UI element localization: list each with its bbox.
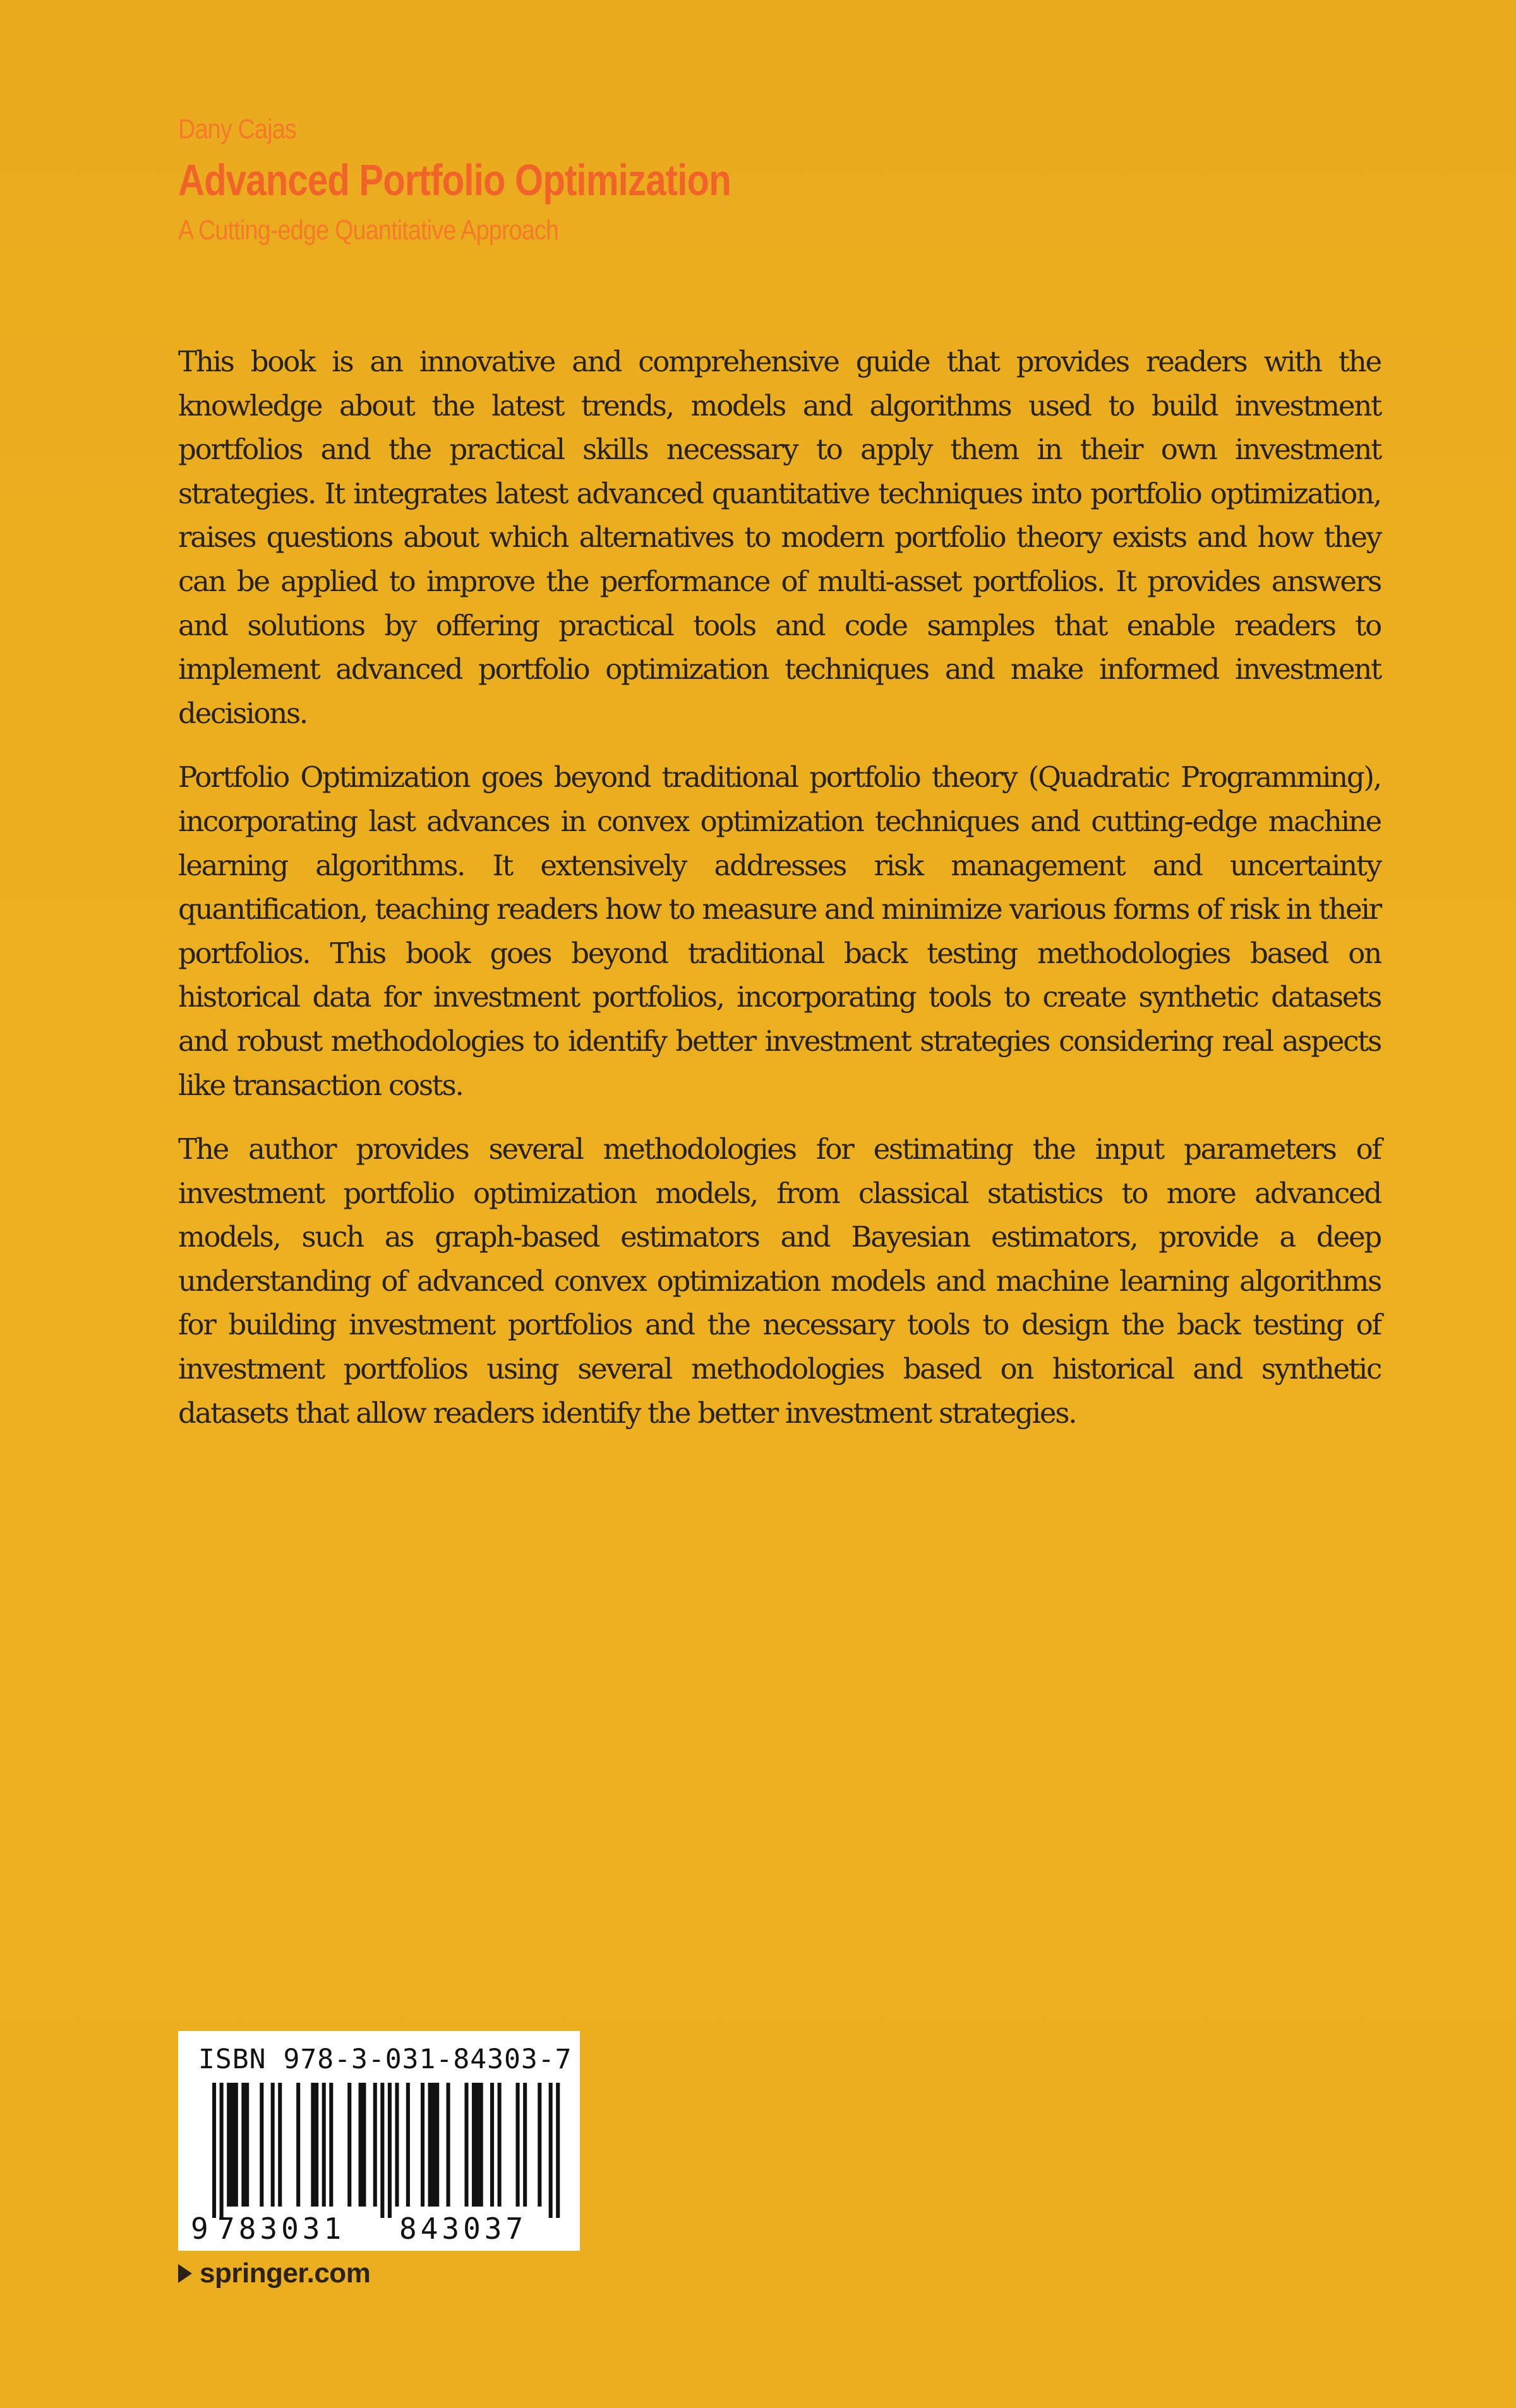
barcode-bar: [464, 2083, 468, 2207]
barcode-digit-first: 9: [191, 2212, 208, 2246]
barcode-bar: [490, 2083, 494, 2207]
isbn-barcode-panel: [178, 2031, 580, 2251]
book-description: [178, 340, 1381, 1455]
barcode-guard-bar: [556, 2083, 560, 2218]
barcode-bar: [329, 2083, 333, 2207]
barcode-bar: [479, 2083, 483, 2207]
barcode-guard-bar: [380, 2083, 384, 2218]
barcode-bar: [362, 2083, 366, 2207]
barcode-bar: [234, 2083, 238, 2207]
barcode-bar: [278, 2083, 282, 2207]
publisher-link[interactable]: [178, 2258, 370, 2289]
book-title: Advanced Portfolio Optimization: [178, 155, 731, 205]
barcode-bar: [231, 2083, 234, 2207]
barcode-bar: [296, 2083, 300, 2207]
barcode-guard-bar: [220, 2083, 224, 2218]
barcode-bar: [472, 2083, 476, 2207]
barcode-bar: [227, 2083, 231, 2207]
description-paragraph-3: The author provides several methodologies for estimating the input parameters of investment portfolio optimization models, from classical statistics to more advanced models, such as graph-based estimators and Bayesian estimators, provide a deep understanding of advanced convex optimization models and machine learning algorithms for building investment portfolios and the necessary tools to design the back testing of investment portfolios using several methodologies based on historical and synthetic datasets that allow readers identify the better investment strategies.: [178, 1132, 1381, 1430]
barcode-bar: [538, 2083, 541, 2207]
barcode-guard-bar: [388, 2083, 392, 2218]
barcode-bar: [435, 2083, 439, 2207]
barcode-digit-group-left: 783031: [217, 2212, 346, 2246]
barcode-image: [197, 2083, 563, 2218]
barcode-bar: [347, 2083, 351, 2207]
book-subtitle: A Cutting-edge Quantitative Approach: [178, 215, 559, 246]
barcode-bar: [406, 2083, 410, 2207]
barcode-bar: [447, 2083, 450, 2207]
barcode-bar: [315, 2083, 318, 2207]
barcode-bar: [476, 2083, 479, 2207]
barcode-guard-bar: [549, 2083, 553, 2218]
barcode-bar: [516, 2083, 520, 2207]
publisher-url[interactable]: springer.com: [200, 2258, 371, 2289]
barcode-bar: [271, 2083, 275, 2207]
isbn-label: ISBN 978-3-031-84303-7: [198, 2044, 572, 2075]
barcode-bar: [245, 2083, 249, 2207]
barcode-bar: [373, 2083, 377, 2207]
barcode-bar: [421, 2083, 424, 2207]
barcode-bar: [431, 2083, 435, 2207]
barcode-bar: [260, 2083, 263, 2207]
barcode-guard-bar: [212, 2083, 216, 2218]
barcode-bar: [241, 2083, 245, 2207]
barcode-bar: [311, 2083, 315, 2207]
barcode-bar: [523, 2083, 527, 2207]
barcode-bar: [359, 2083, 363, 2207]
barcode-bar: [322, 2083, 326, 2207]
description-paragraph-2: Portfolio Optimization goes beyond traditional portfolio theory (Quadratic Programming), incorporating last advances in convex optimization techniques and cutting-edge machine learning algorithms. It extensively addresses risk management and uncertainty quantification, teaching readers how to measure and minimize various forms of risk in their portfolios. This book goes beyond traditional back testing methodologies based on historical data for investment portfolios, incorporating tools to create synthetic datasets and robust methodologies to identify better investment strategies considering real aspects like transaction costs.: [178, 760, 1381, 1102]
author-name: Dany Cajas: [178, 114, 296, 145]
barcode-digit-group-right: 843037: [399, 2212, 527, 2246]
barcode-bar: [395, 2083, 399, 2207]
barcode-digits: [191, 2212, 570, 2247]
description-paragraph-1: This book is an innovative and comprehensive guide that provides readers with the knowledge about the latest trends, models and algorithms used to build investment portfolios and the practical skills necessary to apply them in their own investment strategies. It integrates latest advanced quantitative techniques into portfolio optimization, raises questions about which alternatives to modern portfolio theory exists and how they can be applied to improve the performance of multi-asset portfolios. It provides answers and solutions by offering practical tools and code samples that enable readers to implement advanced portfolio optimization techniques and make informed investment decisions.: [178, 345, 1381, 730]
triangle-right-icon: [178, 2264, 192, 2283]
cover-header: [178, 111, 1378, 249]
barcode-bar: [498, 2083, 502, 2207]
barcode-bar: [428, 2083, 432, 2207]
